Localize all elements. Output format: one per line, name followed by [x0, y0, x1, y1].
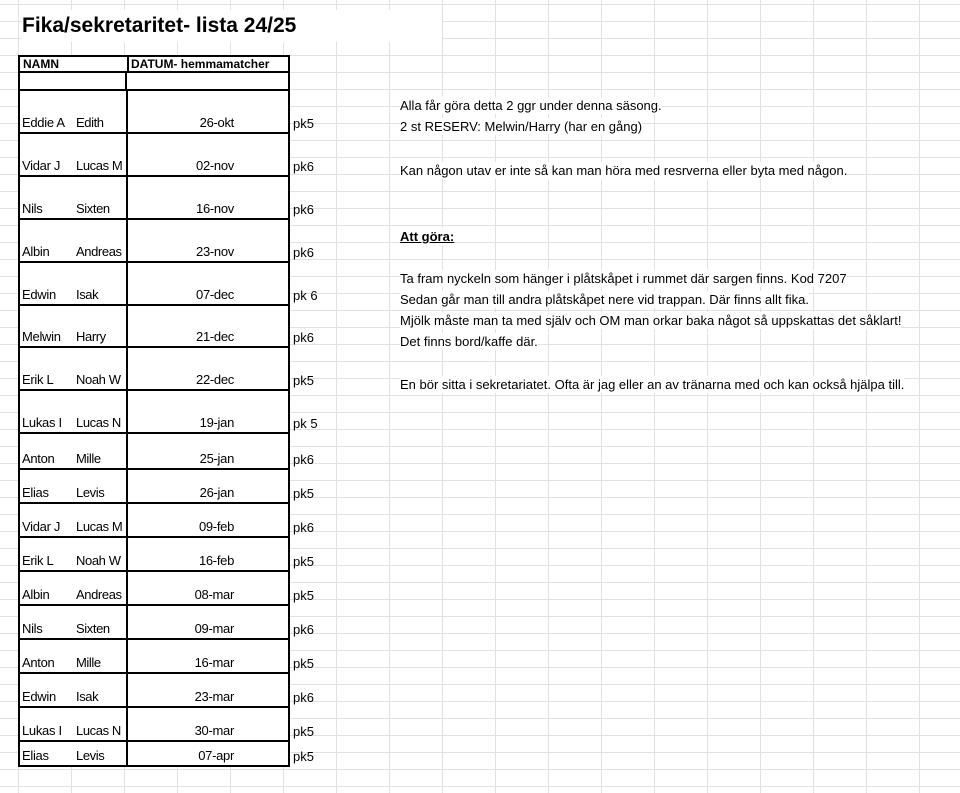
name-second: Andreas	[76, 587, 122, 602]
note-line-4: Ta fram nyckeln som hänger i plåtskåpet i rummet där sargen finns. Kod 7207	[400, 271, 847, 286]
column-divider	[126, 606, 128, 638]
table-row	[18, 570, 290, 606]
pk-label: pk6	[293, 245, 314, 260]
table-row	[18, 638, 290, 674]
match-date: 22-dec	[196, 372, 234, 387]
match-date: 07-dec	[196, 287, 234, 302]
pk-label: pk5	[293, 588, 314, 603]
column-divider	[126, 504, 128, 536]
name-second: Mille	[76, 451, 101, 466]
table-row	[18, 261, 290, 306]
name-first: Edwin	[22, 689, 56, 704]
pk-label: pk5	[293, 656, 314, 671]
match-date: 26-jan	[199, 485, 234, 500]
note-line-7: Det finns bord/kaffe där.	[400, 334, 538, 349]
match-date: 30-mar	[194, 723, 234, 738]
column-divider	[126, 348, 128, 389]
name-first: Erik L	[22, 553, 54, 568]
name-second: Lucas M	[76, 158, 123, 173]
pk-label: pk 5	[293, 416, 318, 431]
pk-label: pk5	[293, 749, 314, 764]
pk-label: pk5	[293, 724, 314, 739]
name-second: Mille	[76, 655, 101, 670]
name-second: Noah W	[76, 372, 121, 387]
page-title: Fika/sekretaritet- lista 24/25	[22, 10, 442, 42]
name-first: Nils	[22, 201, 43, 216]
name-second: Harry	[76, 329, 106, 344]
pk-label: pk6	[293, 159, 314, 174]
match-date: 23-mar	[194, 689, 234, 704]
pk-label: pk6	[293, 520, 314, 535]
match-date: 23-nov	[196, 244, 234, 259]
column-divider	[126, 708, 128, 740]
column-divider	[126, 674, 128, 706]
pk-label: pk6	[293, 202, 314, 217]
name-first: Albin	[22, 587, 50, 602]
name-first: Elias	[22, 748, 49, 763]
header-spacer-row	[18, 73, 290, 89]
match-date: 16-nov	[196, 201, 234, 216]
table-row	[18, 175, 290, 220]
schedule-table	[18, 55, 290, 765]
column-divider	[126, 91, 128, 132]
column-divider	[126, 572, 128, 604]
name-first: Elias	[22, 485, 49, 500]
name-first: Lukas I	[22, 723, 62, 738]
note-line-3: Kan någon utav er inte så kan man höra med resrverna eller byta med någon.	[400, 163, 848, 178]
table-row	[18, 672, 290, 708]
column-divider	[126, 391, 128, 432]
note-line-2: 2 st RESERV: Melwin/Harry (har en gång)	[400, 119, 643, 134]
name-first: Vidar J	[22, 158, 61, 173]
header-datum: DATUM- hemmamatcher	[131, 57, 270, 71]
table-row	[18, 89, 290, 134]
name-first: Nils	[22, 621, 43, 636]
column-divider	[126, 538, 128, 570]
table-row	[18, 432, 290, 470]
match-date: 16-mar	[194, 655, 234, 670]
table-rows	[18, 89, 290, 765]
table-row	[18, 502, 290, 538]
table-row	[18, 346, 290, 391]
name-first: Eddie A	[22, 115, 65, 130]
pk-label: pk5	[293, 554, 314, 569]
name-second: Sixten	[76, 201, 110, 216]
header-divider	[127, 57, 129, 72]
name-second: Lucas N	[76, 723, 121, 738]
match-date: 19-jan	[199, 415, 234, 430]
column-divider	[126, 640, 128, 672]
pk-label: pk6	[293, 690, 314, 705]
pk-label: pk5	[293, 373, 314, 388]
name-first: Lukas I	[22, 415, 62, 430]
column-divider	[126, 177, 128, 218]
match-date: 02-nov	[196, 158, 234, 173]
name-second: Isak	[76, 689, 99, 704]
name-second: Noah W	[76, 553, 121, 568]
pk-label: pk6	[293, 330, 314, 345]
table-row	[18, 536, 290, 572]
name-first: Anton	[22, 451, 55, 466]
name-first: Vidar J	[22, 519, 61, 534]
pk-label: pk6	[293, 622, 314, 637]
name-second: Sixten	[76, 621, 110, 636]
note-line-1: Alla får göra detta 2 ggr under denna säsong.	[400, 98, 662, 113]
spacer-divider	[125, 73, 127, 89]
table-row	[18, 132, 290, 177]
match-date: 07-apr	[198, 748, 234, 763]
pk-label: pk6	[293, 452, 314, 467]
match-date: 16-feb	[198, 553, 234, 568]
table-row	[18, 304, 290, 348]
match-date: 25-jan	[199, 451, 234, 466]
note-line-5: Sedan går man till andra plåtskåpet nere vid trappan. Där finns allt fika.	[400, 292, 810, 307]
table-row	[18, 604, 290, 640]
name-second: Lucas M	[76, 519, 123, 534]
match-date: 26-okt	[199, 115, 234, 130]
note-heading: Att göra:	[400, 229, 455, 244]
name-first: Erik L	[22, 372, 54, 387]
note-line-6: Mjölk måste man ta med själv och OM man orkar baka något så uppskattas det såklart!	[400, 313, 902, 328]
pk-label: pk5	[293, 116, 314, 131]
notes-panel	[400, 95, 955, 405]
match-date: 09-mar	[194, 621, 234, 636]
column-divider	[126, 134, 128, 175]
column-divider	[126, 306, 128, 346]
name-first: Edwin	[22, 287, 56, 302]
table-row	[18, 218, 290, 263]
match-date: 09-feb	[198, 519, 234, 534]
pk-label: pk5	[293, 486, 314, 501]
table-row	[18, 468, 290, 504]
name-first: Albin	[22, 244, 50, 259]
column-divider	[126, 470, 128, 502]
table-header	[18, 55, 290, 73]
match-date: 08-mar	[194, 587, 234, 602]
table-row	[18, 740, 290, 767]
pk-label: pk 6	[293, 288, 318, 303]
table-row	[18, 706, 290, 742]
table-row	[18, 389, 290, 434]
name-second: Levis	[76, 485, 105, 500]
header-namn: NAMN	[23, 57, 59, 71]
name-first: Anton	[22, 655, 55, 670]
match-date: 21-dec	[196, 329, 234, 344]
column-divider	[126, 434, 128, 468]
name-second: Levis	[76, 748, 105, 763]
column-divider	[126, 742, 128, 765]
name-second: Isak	[76, 287, 99, 302]
name-second: Edith	[76, 115, 104, 130]
name-second: Andreas	[76, 244, 122, 259]
column-divider	[126, 220, 128, 261]
note-line-8: En bör sitta i sekretariatet. Ofta är jag eller an av tränarna med och kan också hjälpa till.	[400, 377, 905, 392]
name-first: Melwin	[22, 329, 61, 344]
name-second: Lucas N	[76, 415, 121, 430]
column-divider	[126, 263, 128, 304]
